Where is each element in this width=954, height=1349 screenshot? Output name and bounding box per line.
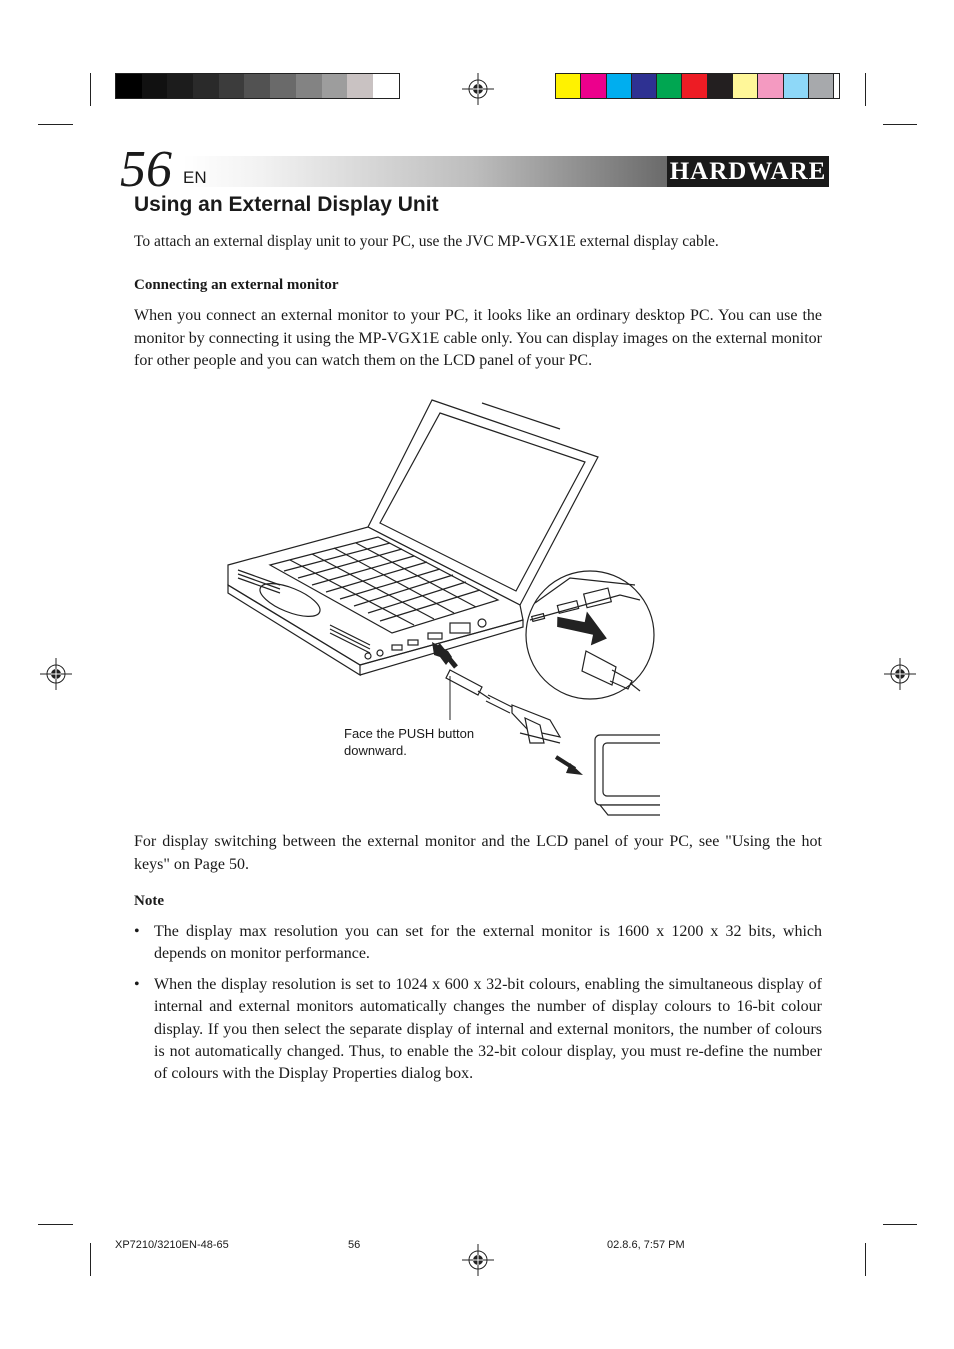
grayscale-swatch xyxy=(296,74,322,98)
color-calibration-bar xyxy=(555,73,840,99)
crop-mark-br-v xyxy=(865,1243,866,1276)
crop-mark-br-h xyxy=(883,1224,917,1225)
grayscale-swatch xyxy=(193,74,219,98)
grayscale-swatch xyxy=(219,74,245,98)
footer-page-number: 56 xyxy=(348,1239,361,1251)
registration-mark-right xyxy=(884,658,916,690)
crop-mark-tl-h xyxy=(38,124,73,125)
bullet-dot: • xyxy=(134,923,140,940)
subheading: Connecting an external monitor xyxy=(134,277,339,293)
color-swatch xyxy=(581,74,606,98)
grayscale-swatch xyxy=(373,74,399,98)
note-bullet-text: The display max resolution you can set for the external monitor is 1600 x 1200 x 32 bits, which depends on monitor performance. xyxy=(154,923,822,963)
registration-mark-bottom xyxy=(462,1244,494,1276)
figure-caption: Face the PUSH button downward. xyxy=(344,726,475,758)
crop-mark-tl-v xyxy=(90,73,91,106)
color-swatch xyxy=(708,74,733,98)
page-language: EN xyxy=(183,168,207,187)
page-number: 56 xyxy=(120,141,172,198)
color-swatch xyxy=(784,74,809,98)
external-monitor xyxy=(595,735,660,815)
registration-mark-top xyxy=(462,73,494,105)
footer-timestamp: 02.8.6, 7:57 PM xyxy=(607,1239,685,1251)
grayscale-swatch xyxy=(347,74,373,98)
color-swatch xyxy=(758,74,783,98)
grayscale-calibration-bar xyxy=(115,73,400,99)
footer-job-id: XP7210/3210EN-48-65 xyxy=(115,1239,229,1251)
color-swatch xyxy=(556,74,581,98)
color-swatch xyxy=(657,74,682,98)
paragraph-connecting: When you connect an external monitor to your PC, it looks like an ordinary desktop PC. You can use the monitor by connecting it using the MP-VGX1E cable only. You can display images on the external monitor for other people and you can watch them on the LCD panel of your PC. xyxy=(134,307,822,369)
page-heading: Using an External Display Unit xyxy=(134,193,439,216)
crop-mark-bl-h xyxy=(38,1224,73,1225)
grayscale-swatch xyxy=(142,74,168,98)
crop-mark-tr-v xyxy=(865,73,866,106)
crop-mark-tr-h xyxy=(883,124,917,125)
registration-mark-left xyxy=(40,658,72,690)
note-bullet-text: When the display resolution is set to 1024 x 600 x 32-bit colours, enabling the simultaneous display of internal and external monitors automatically changes the number of display colours to 16-bit colour display. If you then select the separate display of internal and external monitors, the number of colours is not automatically changed. Thus, to enable the 32-bit colour display, you must re-define the number of colours with the Display Properties dialog box. xyxy=(154,976,822,1083)
note-bullet-2 xyxy=(134,974,822,1085)
grayscale-swatch xyxy=(322,74,348,98)
color-swatch xyxy=(632,74,657,98)
color-swatch xyxy=(607,74,632,98)
color-swatch xyxy=(809,74,834,98)
color-swatch xyxy=(733,74,758,98)
grayscale-swatch xyxy=(244,74,270,98)
crop-mark-bl-v xyxy=(90,1243,91,1276)
paragraph-display-switching: For display switching between the external monitor and the LCD panel of your PC, see "Using the hot keys" on Page 50. xyxy=(134,833,822,873)
section-title: HARDWARE xyxy=(667,156,829,187)
note-title: Note xyxy=(134,893,164,909)
note-bullet-1 xyxy=(134,921,822,966)
intro-paragraph: To attach an external display unit to your PC, use the JVC MP-VGX1E external display cable. xyxy=(134,233,719,250)
grayscale-swatch xyxy=(270,74,296,98)
port-zoom-inset xyxy=(526,571,654,699)
grayscale-swatch xyxy=(116,74,142,98)
bullet-dot: • xyxy=(134,976,140,993)
grayscale-swatch xyxy=(167,74,193,98)
color-swatch xyxy=(682,74,707,98)
